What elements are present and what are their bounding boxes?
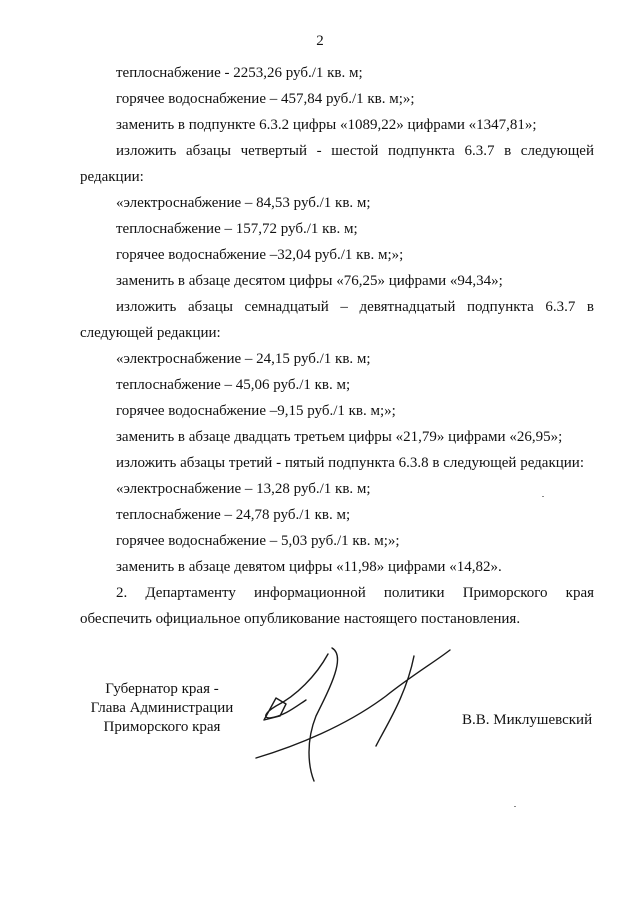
paragraph: теплоснабжение – 24,78 руб./1 кв. м; <box>116 507 351 523</box>
paragraph: теплоснабжение – 45,06 руб./1 кв. м; <box>116 377 351 393</box>
paragraph: теплоснабжение – 157,72 руб./1 кв. м; <box>116 221 358 237</box>
paragraph: «электроснабжение – 13,28 руб./1 кв. м; <box>116 481 371 497</box>
scan-speck <box>542 496 544 497</box>
page-number: 2 <box>316 33 324 49</box>
document-body <box>80 60 594 632</box>
signature-block <box>0 672 640 792</box>
scan-speck <box>514 806 516 807</box>
paragraph: заменить в абзаце девятом цифры «11,98» цифрами «14,82». <box>116 559 502 575</box>
paragraph: горячее водоснабжение – 5,03 руб./1 кв. м;»; <box>116 533 400 549</box>
paragraph: заменить в абзаце десятом цифры «76,25» цифрами «94,34»; <box>116 273 503 289</box>
signatory-title-line: Губернатор края - <box>105 681 219 697</box>
paragraph: изложить абзацы третий - пятый подпункта 6.3.8 в следующей редакции: <box>116 455 584 471</box>
signatory-name: В.В. Миклушевский <box>462 712 593 728</box>
signatory-title-line: Приморского края <box>103 719 221 735</box>
paragraph: «электроснабжение – 84,53 руб./1 кв. м; <box>116 195 371 211</box>
paragraph: горячее водоснабжение –9,15 руб./1 кв. м;»; <box>116 403 396 419</box>
paragraph: изложить абзацы семнадцатый – девятнадцатый подпункта 6.3.7 в следующей редакции: <box>80 299 594 341</box>
paragraph: горячее водоснабжение – 457,84 руб./1 кв. м;»; <box>116 91 415 107</box>
paragraph: изложить абзацы четвертый - шестой подпункта 6.3.7 в следующей редакции: <box>80 143 594 185</box>
paragraph: горячее водоснабжение –32,04 руб./1 кв. м;»; <box>116 247 404 263</box>
paragraph: теплоснабжение - 2253,26 руб./1 кв. м; <box>116 65 363 81</box>
paragraph: заменить в абзаце двадцать третьем цифры «21,79» цифрами «26,95»; <box>116 429 563 445</box>
paragraph: «электроснабжение – 24,15 руб./1 кв. м; <box>116 351 371 367</box>
handwritten-signature-icon <box>236 646 456 786</box>
signatory-title-line: Глава Администрации <box>90 700 234 716</box>
paragraph: 2. Департаменту информационной политики Приморского края обеспечить официальное опубликование настоящего постановления. <box>80 585 594 627</box>
paragraph: заменить в подпункте 6.3.2 цифры «1089,22» цифрами «1347,81»; <box>116 117 537 133</box>
